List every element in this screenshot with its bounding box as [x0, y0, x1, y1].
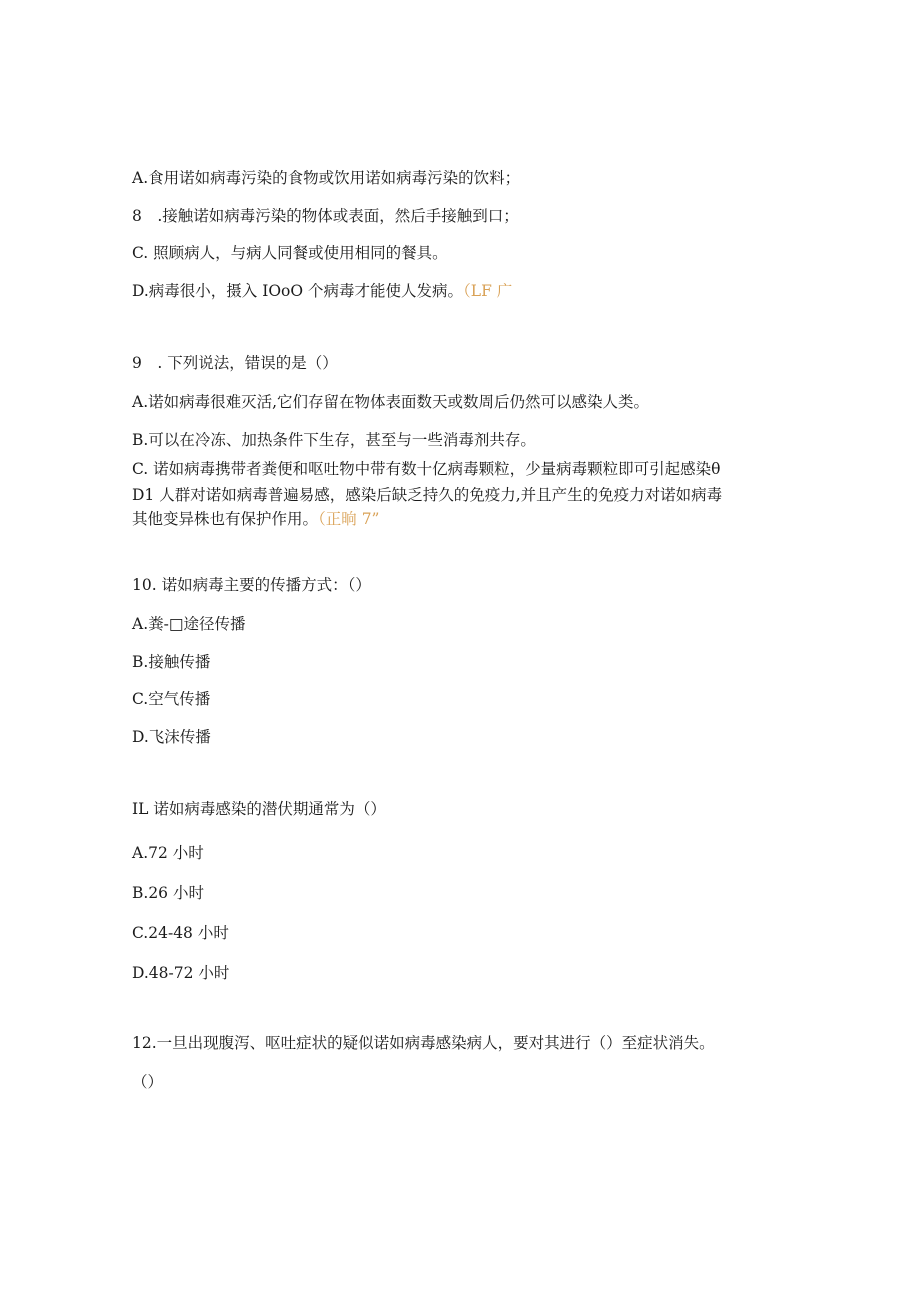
q10-option-b: B.接触传播 — [132, 653, 211, 671]
q7-option-d — [132, 281, 512, 301]
q7-answer-mark: （LF 广 — [463, 282, 513, 300]
q9-option-c: C. 诺如病毒携带者粪便和呕吐物中带有数十亿病毒颗粒，少量病毒颗粒即可引起感染θ — [132, 460, 721, 478]
q11-option-a: A.72 小时 — [132, 844, 204, 862]
q10-option-d: D.飞沫传播 — [132, 728, 211, 746]
q11-option-d: D.48-72 小时 — [132, 964, 230, 982]
q9-answer-mark: （正晌 7” — [318, 510, 380, 528]
q11-option-c: C.24-48 小时 — [132, 924, 229, 942]
q10-option-c: C.空气传播 — [132, 690, 211, 708]
q7-option-a: A.食用诺如病毒污染的食物或饮用诺如病毒污染的饮料； — [132, 169, 521, 187]
q10-title: 10. 诺如病毒主要的传播方式：（） — [132, 576, 371, 594]
q9-option-a: A.诺如病毒很难灭活,它们存留在物体表面数天或数周后仍然可以感染人类。 — [132, 393, 650, 411]
q9-option-b: B.可以在冷冻、加热条件下生存，甚至与一些消毒剂共存。 — [132, 431, 536, 449]
q7-option-d-text: D.病毒很小，摄入 IOoO 个病毒才能使人发病。 — [132, 282, 464, 300]
q9-option-d-line2-text: 其他变异株也有保护作用。 — [132, 510, 319, 528]
q9-option-d-line1: D1 人群对诺如病毒普遍易感，感染后缺乏持久的免疫力,并且产生的免疫力对诺如病毒 — [132, 486, 723, 504]
q10-option-a: A.粪-□途径传播 — [132, 615, 246, 633]
q11-title: IL 诺如病毒感染的潜伏期通常为（） — [132, 800, 386, 818]
q9-title: 9 . 下列说法，错误的是（） — [132, 354, 338, 372]
q11-option-b: B.26 小时 — [132, 884, 204, 902]
q9-option-d-line2 — [132, 509, 379, 529]
q7-option-b: 8 .接触诺如病毒污染的物体或表面，然后手接触到口； — [132, 207, 519, 225]
q7-option-c: C. 照顾病人，与病人同餐或使用相同的餐具。 — [132, 244, 448, 262]
q12-title: 12.一旦出现腹泻、呕吐症状的疑似诺如病毒感染病人，要对其进行（）至症状消失。 — [132, 1034, 715, 1052]
q12-answer-blank: （） — [132, 1073, 164, 1091]
